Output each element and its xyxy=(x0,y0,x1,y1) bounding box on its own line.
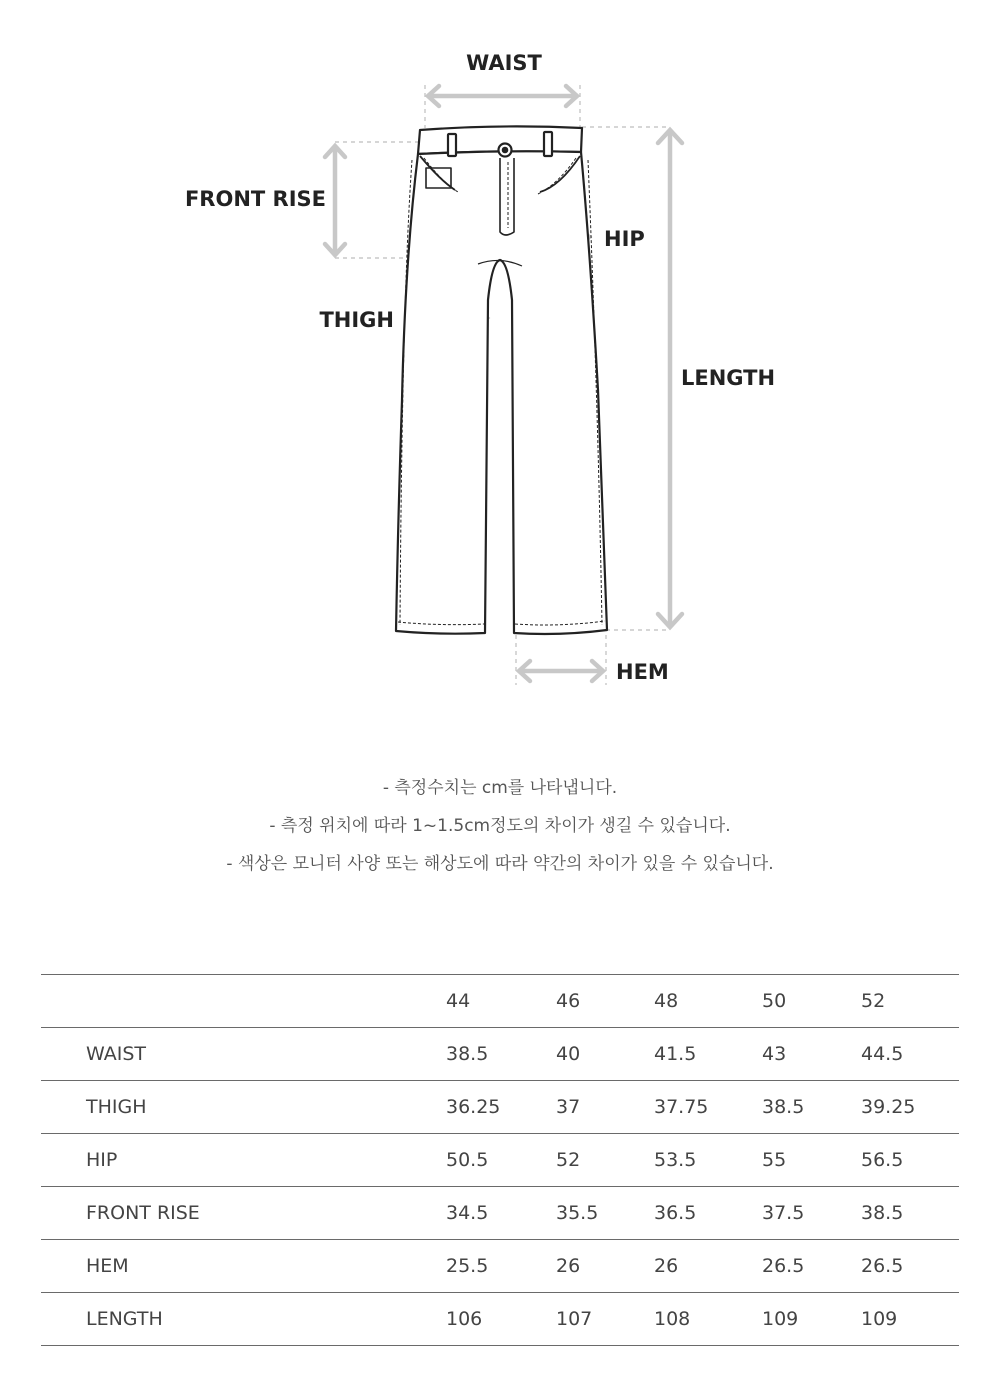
hem-label: HEM xyxy=(616,660,669,684)
value-cell: 41.5 xyxy=(654,1028,762,1081)
header-cell: 46 xyxy=(556,975,654,1028)
value-cell: 55 xyxy=(762,1134,861,1187)
waist-arrow xyxy=(428,86,577,106)
value-cell: 43 xyxy=(762,1028,861,1081)
value-cell: 25.5 xyxy=(446,1240,556,1293)
value-cell: 56.5 xyxy=(861,1134,959,1187)
table-row xyxy=(41,1028,959,1081)
value-cell: 37.5 xyxy=(762,1187,861,1240)
row-label: HIP xyxy=(41,1134,446,1187)
value-cell: 107 xyxy=(556,1293,654,1346)
header-cell: 48 xyxy=(654,975,762,1028)
value-cell: 26 xyxy=(654,1240,762,1293)
length-arrow xyxy=(658,130,682,627)
note-line: - 측정수치는 cm를 나타냅니다. xyxy=(382,778,618,798)
header-cell xyxy=(41,975,446,1028)
size-header-row xyxy=(41,975,959,1028)
value-cell: 38.5 xyxy=(762,1081,861,1134)
header-cell: 50 xyxy=(762,975,861,1028)
hem-arrow xyxy=(519,661,603,681)
value-cell: 50.5 xyxy=(446,1134,556,1187)
row-label: FRONT RISE xyxy=(41,1187,446,1240)
value-cell: 52 xyxy=(556,1134,654,1187)
row-label: THIGH xyxy=(41,1081,446,1134)
table-row xyxy=(41,1293,959,1346)
value-cell: 34.5 xyxy=(446,1187,556,1240)
value-cell: 37.75 xyxy=(654,1081,762,1134)
value-cell: 35.5 xyxy=(556,1187,654,1240)
value-cell: 39.25 xyxy=(861,1081,959,1134)
row-label: WAIST xyxy=(41,1028,446,1081)
value-cell: 109 xyxy=(762,1293,861,1346)
value-cell: 26.5 xyxy=(762,1240,861,1293)
value-cell: 38.5 xyxy=(861,1187,959,1240)
value-cell: 109 xyxy=(861,1293,959,1346)
value-cell: 26 xyxy=(556,1240,654,1293)
table-row xyxy=(41,1134,959,1187)
value-cell: 36.5 xyxy=(654,1187,762,1240)
size-table xyxy=(41,974,959,1346)
pants-illustration xyxy=(396,126,607,634)
front-rise-arrow xyxy=(325,146,345,255)
header-cell: 44 xyxy=(446,975,556,1028)
row-label: LENGTH xyxy=(41,1293,446,1346)
waist-label: WAIST xyxy=(466,51,542,75)
value-cell: 108 xyxy=(654,1293,762,1346)
row-label: HEM xyxy=(41,1240,446,1293)
note-line: - 측정 위치에 따라 1~1.5cm정도의 차이가 생길 수 있습니다. xyxy=(269,816,731,836)
value-cell: 26.5 xyxy=(861,1240,959,1293)
hip-label: HIP xyxy=(604,227,645,251)
front-rise-label: FRONT RISE xyxy=(184,187,326,211)
note-line: - 색상은 모니터 사양 또는 해상도에 따라 약간의 차이가 있을 수 있습니다. xyxy=(226,854,774,874)
table-row xyxy=(41,1187,959,1240)
measurement-notes xyxy=(0,775,1000,889)
length-label: LENGTH xyxy=(681,366,776,390)
value-cell: 44.5 xyxy=(861,1028,959,1081)
table-row xyxy=(41,1081,959,1134)
value-cell: 37 xyxy=(556,1081,654,1134)
value-cell: 53.5 xyxy=(654,1134,762,1187)
header-cell: 52 xyxy=(861,975,959,1028)
value-cell: 106 xyxy=(446,1293,556,1346)
value-cell: 38.5 xyxy=(446,1028,556,1081)
table-row xyxy=(41,1240,959,1293)
thigh-label: THIGH xyxy=(319,308,394,332)
value-cell: 40 xyxy=(556,1028,654,1081)
value-cell: 36.25 xyxy=(446,1081,556,1134)
